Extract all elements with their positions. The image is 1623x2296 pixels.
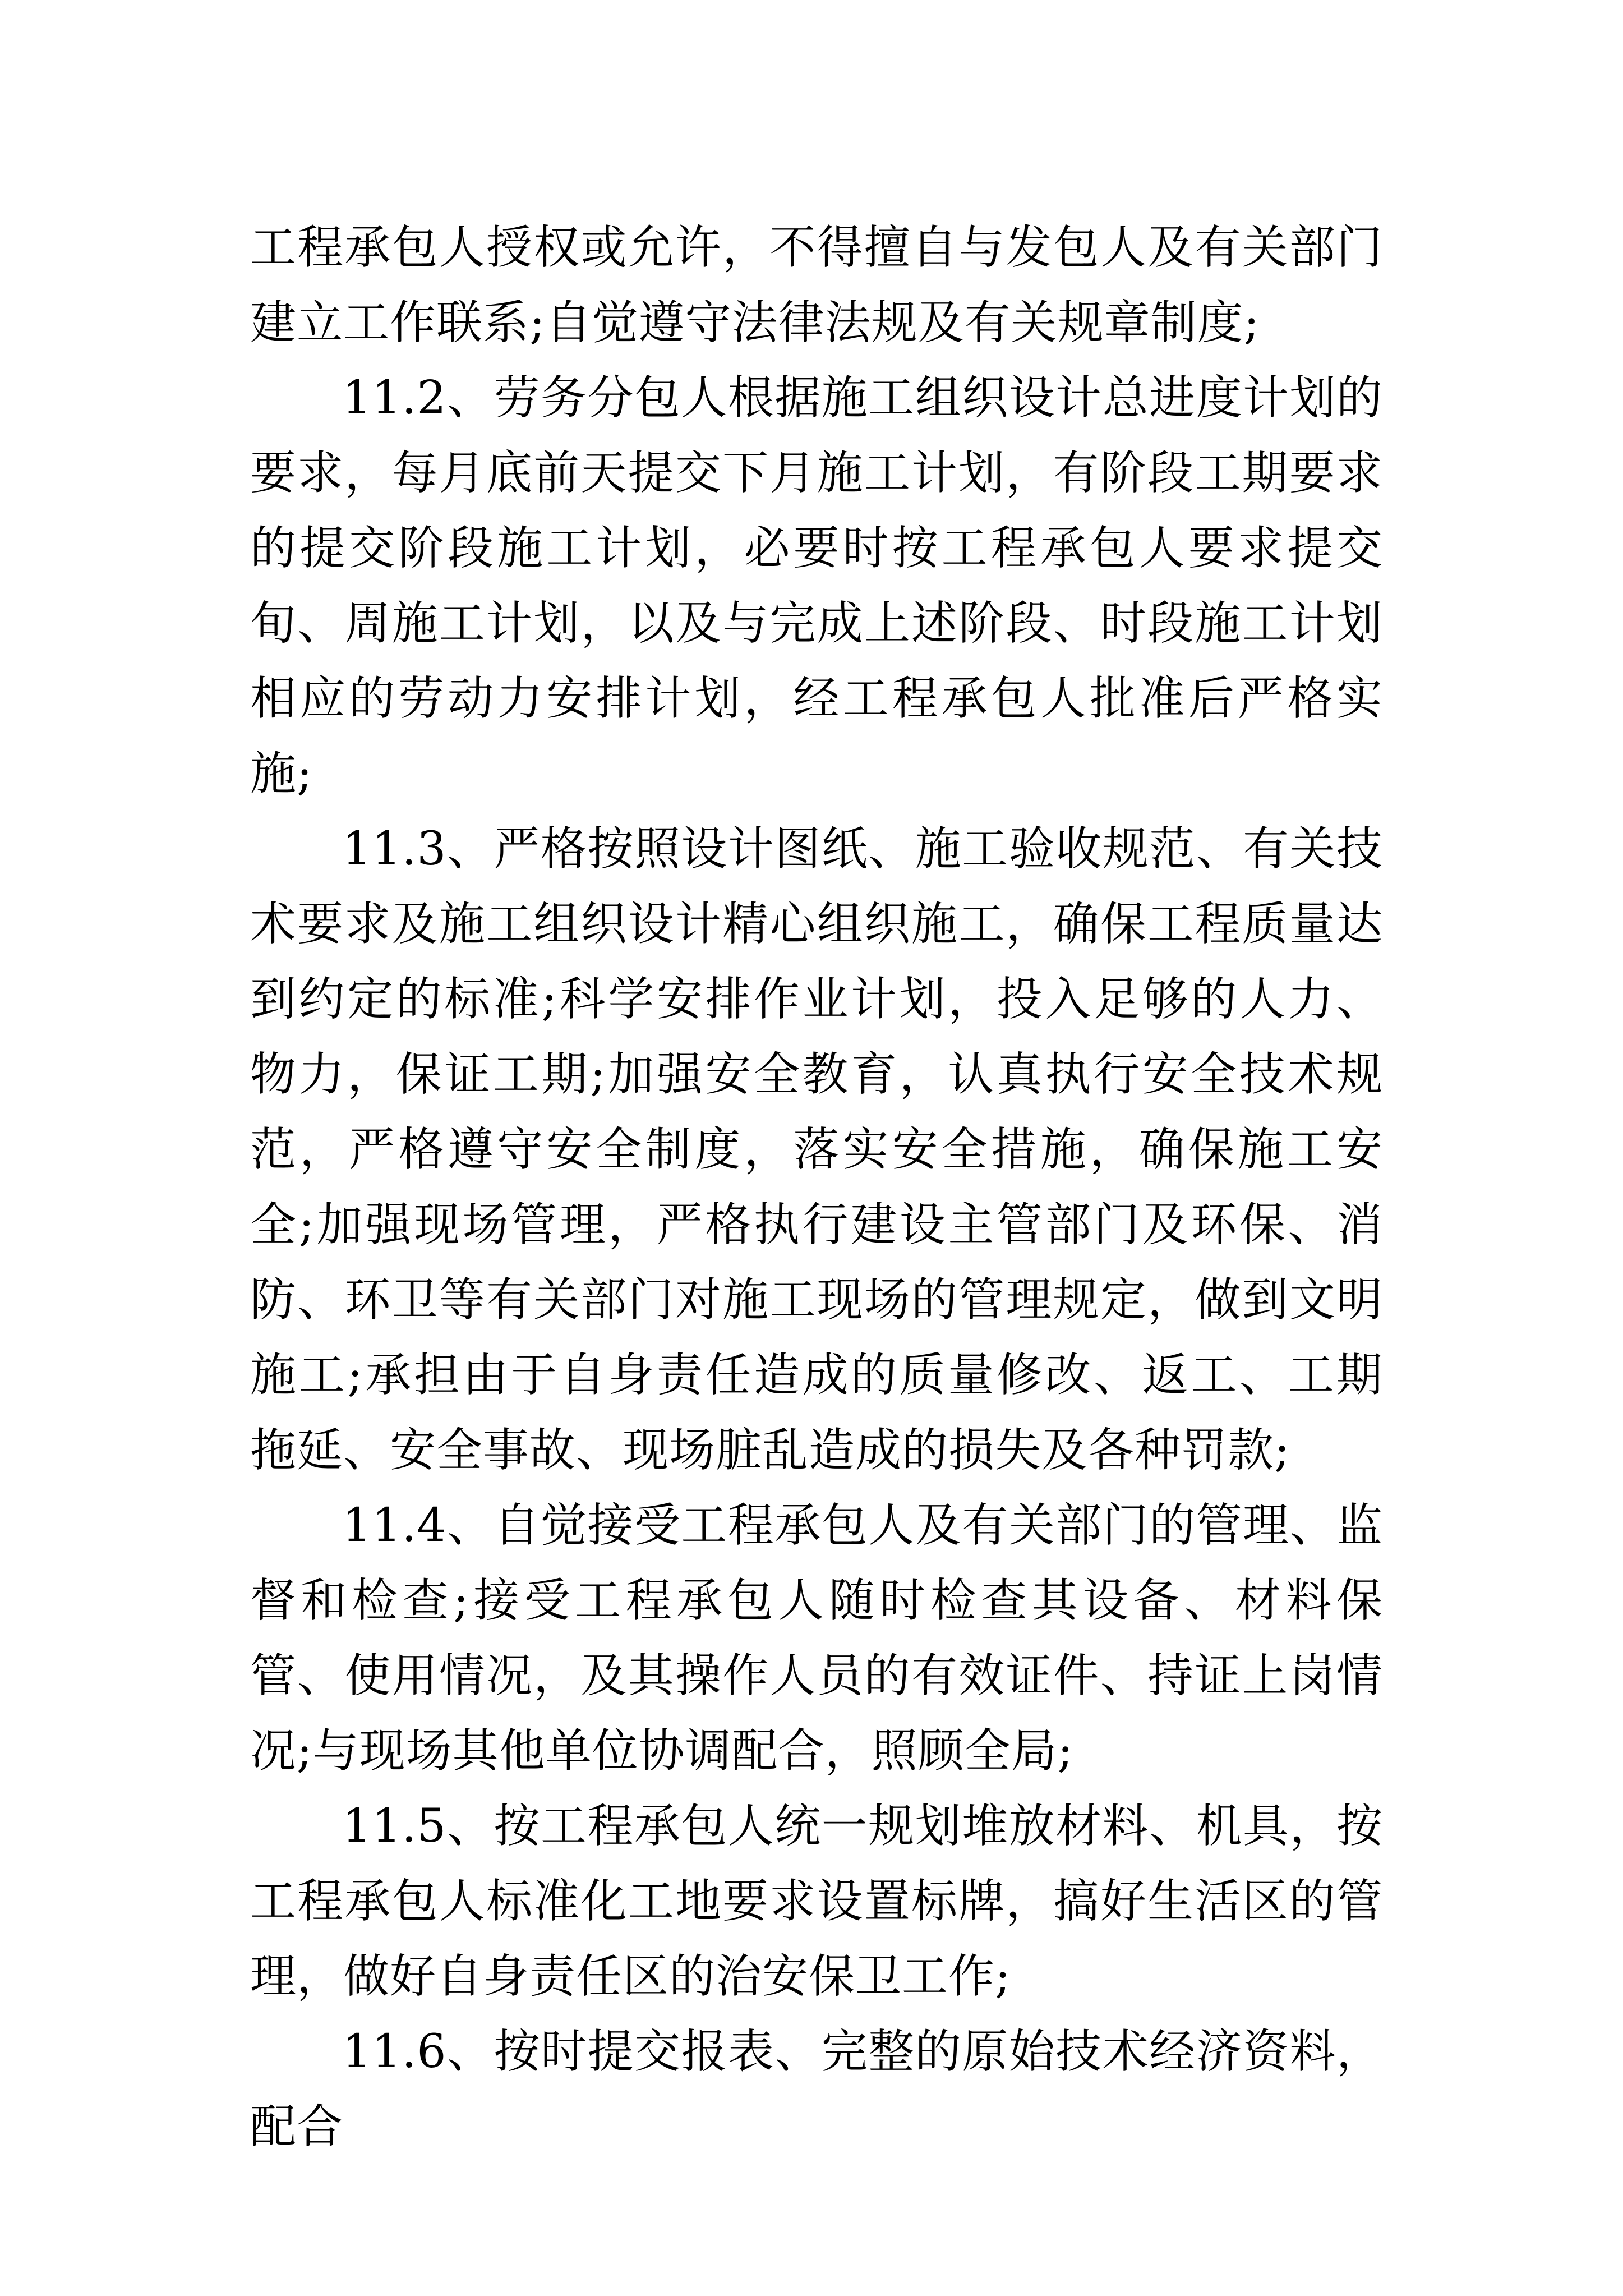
paragraph-11-2: 11.2、劳务分包人根据施工组织设计总进度计划的要求，每月底前天提交下月施工计划，有阶段工期要求的提交阶段施工计划，必要时按工程承包人要求提交旬、周施工计划，以及与完成上述阶段、时段施工计划相应的劳动力安排计划，经工程承包人批准后严格实施; <box>250 371 1383 800</box>
paragraph-11-5: 11.5、按工程承包人统一规划堆放材料、机具，按工程承包人标准化工地要求设置标牌，搞好生活区的管理，做好自身责任区的治安保卫工作; <box>250 1800 1383 2003</box>
document-body <box>250 210 1383 2165</box>
paragraph-11-6: 11.6、按时提交报表、完整的原始技术经济资料，配合 <box>250 2025 1383 2154</box>
paragraph-continuation: 工程承包人授权或允许，不得擅自与发包人及有关部门建立工作联系;自觉遵守法律法规及有关规章制度; <box>250 221 1383 349</box>
paragraph-11-3: 11.3、严格按照设计图纸、施工验收规范、有关技术要求及施工组织设计精心组织施工，确保工程质量达到约定的标准;科学安排作业计划，投入足够的人力、物力，保证工期;加强安全教育，认真执行安全技术规范，严格遵守安全制度，落实安全措施，确保施工安全;加强现场管理，严格执行建设主管部门及环保、消防、环卫等有关部门对施工现场的管理规定，做到文明施工;承担由于自身责任造成的质量修改、返工、工期拖延、安全事故、现场脏乱造成的损失及各种罚款; <box>250 822 1383 1477</box>
paragraph-11-4: 11.4、自觉接受工程承包人及有关部门的管理、监督和检查;接受工程承包人随时检查其设备、材料保管、使用情况，及其操作人员的有效证件、持证上岗情况;与现场其他单位协调配合，照顾全局; <box>250 1499 1383 1778</box>
